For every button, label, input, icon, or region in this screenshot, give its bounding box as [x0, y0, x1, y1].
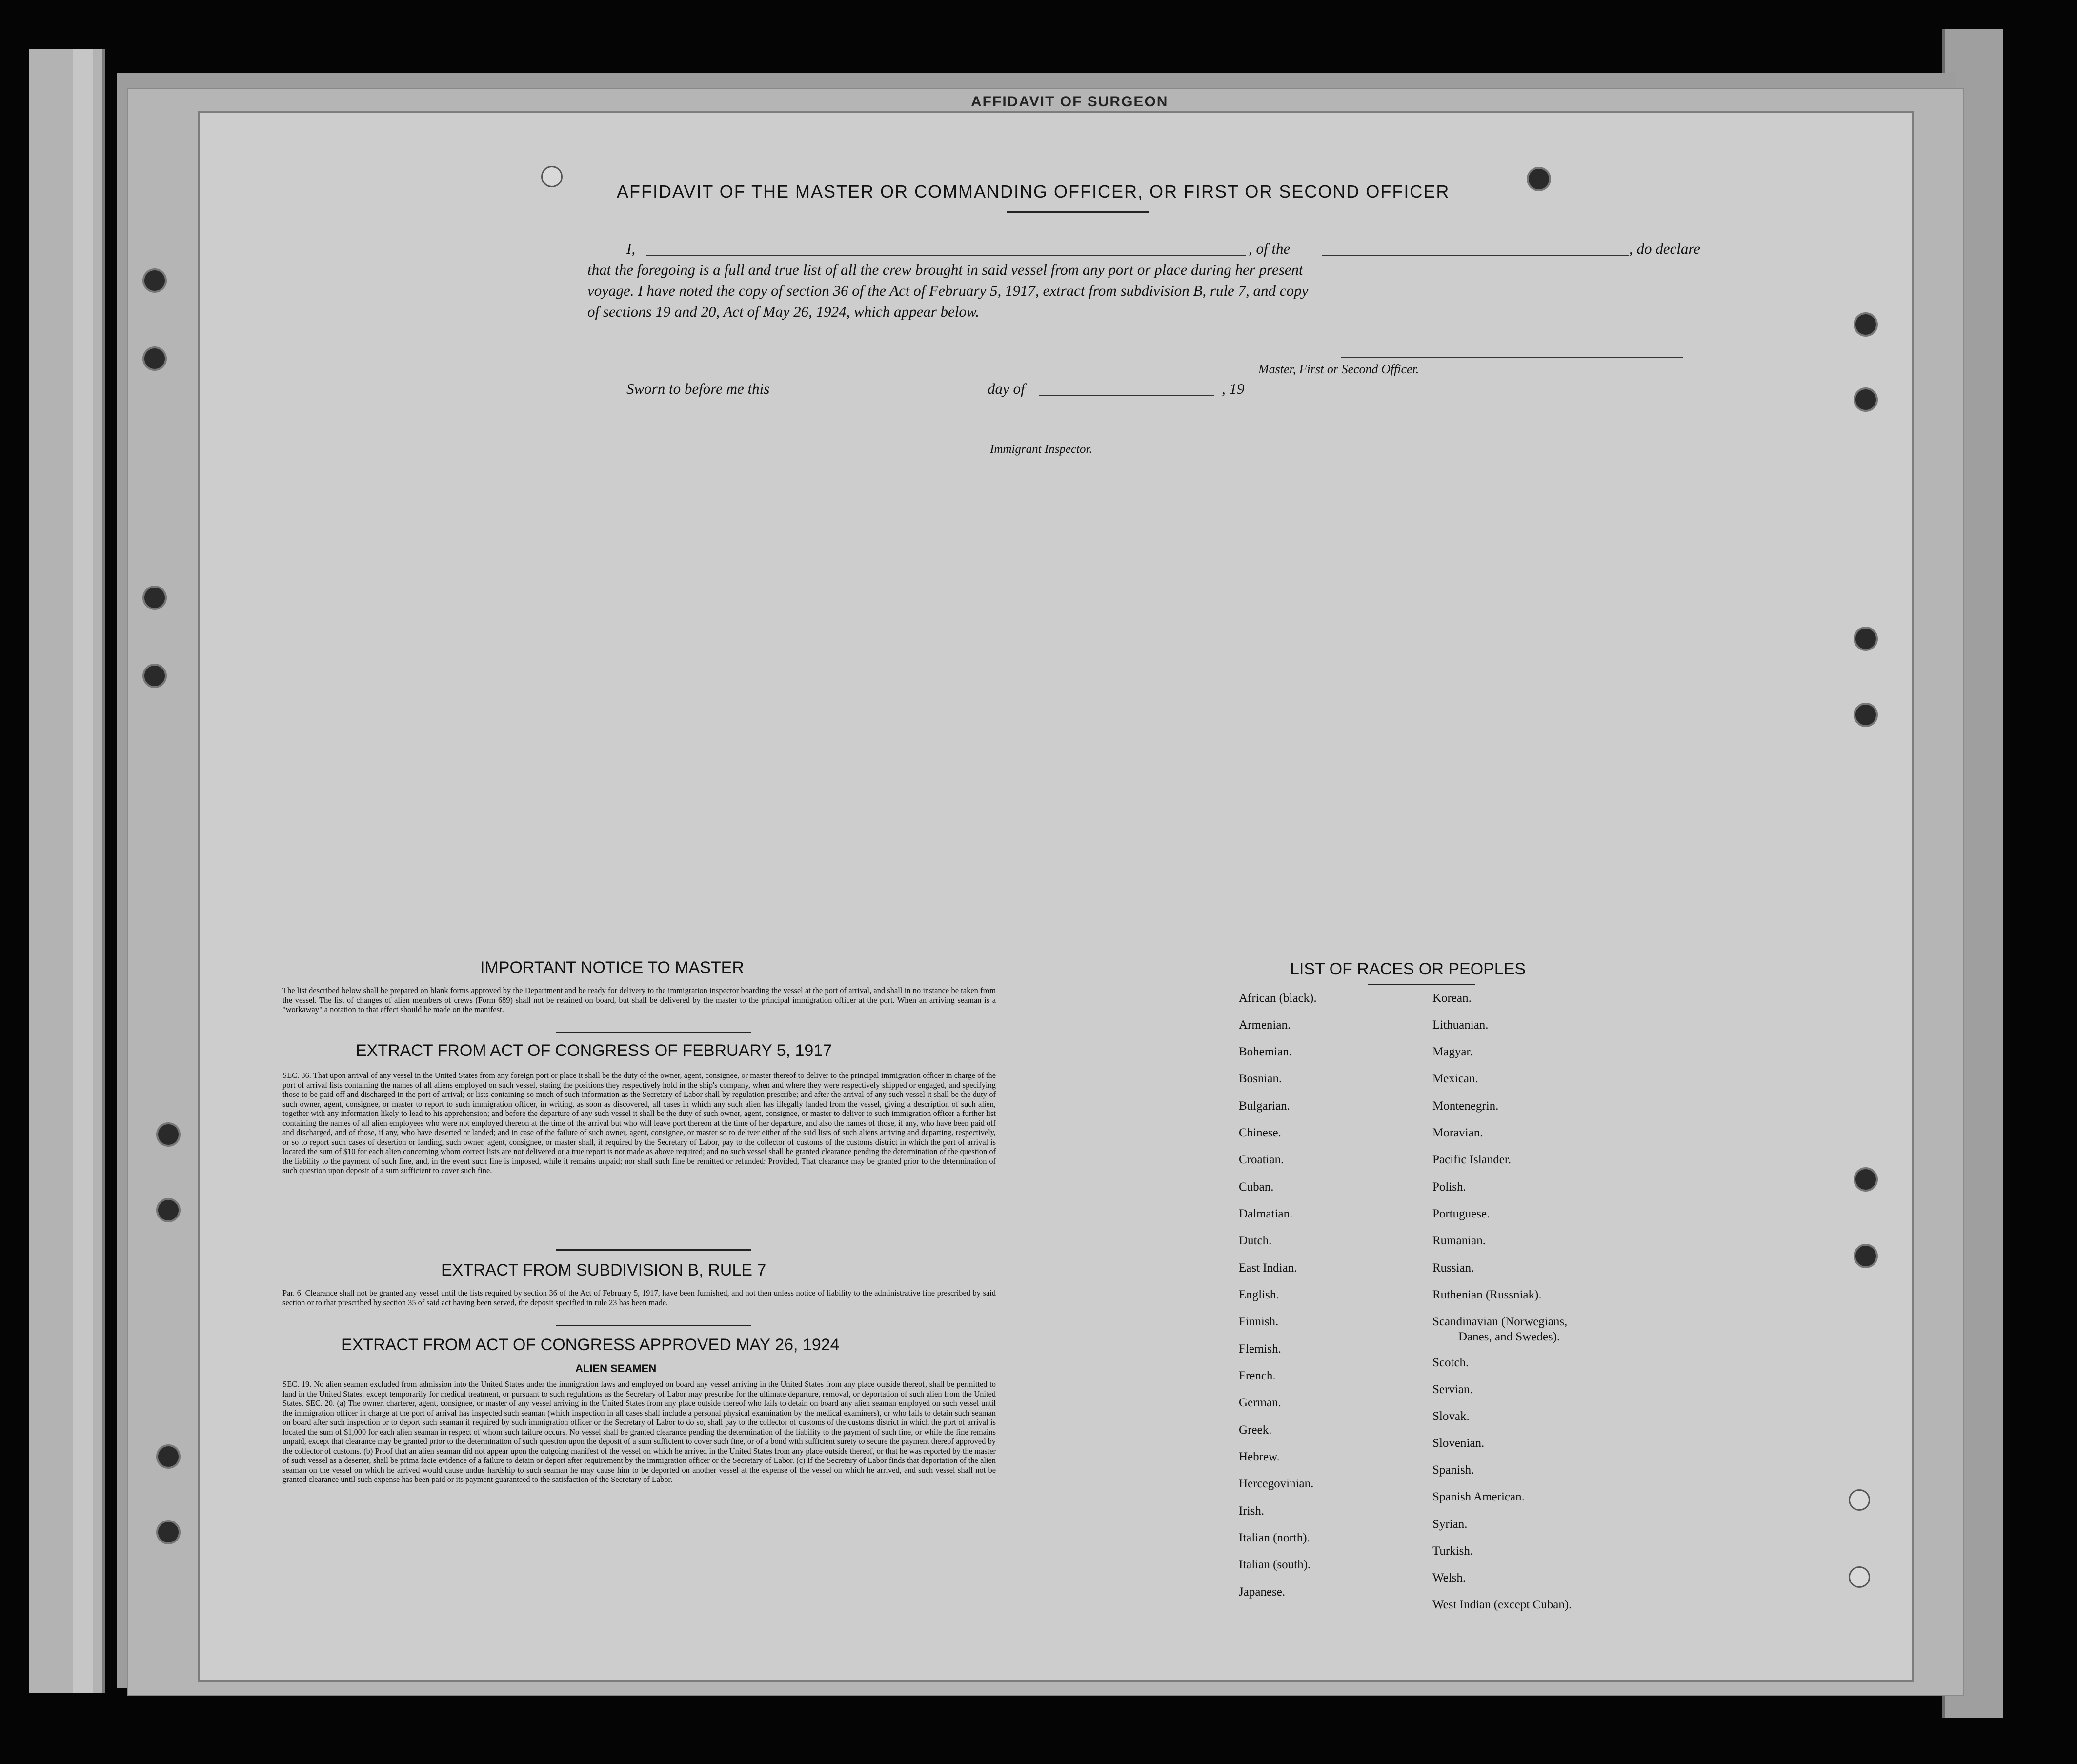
race-left: Croatian. — [1239, 1153, 1284, 1166]
punch-hole — [1854, 387, 1878, 412]
race-right: West Indian (except Cuban). — [1432, 1598, 1572, 1611]
affidavit-line-1-mid: , of the — [1249, 240, 1291, 257]
race-right: Mexican. — [1432, 1072, 1478, 1085]
affidavit-line-2: that the foregoing is a full and true list of all the crew brought in said vessel from any port or place during her present — [587, 261, 1303, 278]
day-of-label: day of — [988, 380, 1025, 397]
race-left: Chinese. — [1239, 1126, 1281, 1139]
punch-hole — [142, 268, 167, 293]
races-list-title: LIST OF RACES OR PEOPLES — [1290, 960, 1526, 978]
race-left: East Indian. — [1239, 1261, 1297, 1275]
rule7-title: EXTRACT FROM SUBDIVISION B, RULE 7 — [441, 1261, 766, 1279]
extract-1924-title: EXTRACT FROM ACT OF CONGRESS APPROVED MAY 26, 1924 — [341, 1336, 840, 1354]
race-left: Dalmatian. — [1239, 1207, 1293, 1220]
affidavit-title: AFFIDAVIT OF THE MASTER OR COMMANDING OFFICER, OR FIRST OR SECOND OFFICER — [617, 182, 1450, 202]
race-right: Portuguese. — [1432, 1207, 1490, 1220]
notice-title: IMPORTANT NOTICE TO MASTER — [480, 958, 744, 977]
section-divider — [556, 1249, 751, 1251]
races-title-underline — [1368, 984, 1475, 985]
race-right: Rumanian. — [1432, 1234, 1486, 1247]
race-left: Bohemian. — [1239, 1045, 1292, 1058]
race-right: Turkish. — [1432, 1544, 1473, 1558]
race-left: Japanese. — [1239, 1585, 1286, 1599]
punch-hole — [1854, 627, 1878, 651]
race-right: Danes, and Swedes). — [1458, 1330, 1560, 1343]
race-right: Polish. — [1432, 1180, 1466, 1194]
extract-1917-title: EXTRACT FROM ACT OF CONGRESS OF FEBRUARY 5, 1917 — [356, 1041, 832, 1060]
race-left: Bosnian. — [1239, 1072, 1282, 1085]
month-blank — [1039, 395, 1214, 396]
punch-hole — [156, 1122, 181, 1147]
race-left: Italian (north). — [1239, 1531, 1310, 1544]
affidavit-line-1-prefix: I, — [626, 240, 636, 257]
punch-hole — [156, 1444, 181, 1469]
race-right: Spanish. — [1432, 1463, 1474, 1477]
alien-seamen-subtitle: ALIEN SEAMEN — [575, 1362, 657, 1375]
race-right: Scandinavian (Norwegians, — [1432, 1315, 1568, 1328]
race-left: Cuban. — [1239, 1180, 1274, 1194]
punch-hole — [156, 1198, 181, 1222]
race-left: Greek. — [1239, 1423, 1272, 1437]
inspector-signature-label: Immigrant Inspector. — [990, 443, 1092, 456]
punch-hole — [142, 664, 167, 688]
race-right: Pacific Islander. — [1432, 1153, 1512, 1166]
race-left: Dutch. — [1239, 1234, 1272, 1247]
race-left: German. — [1239, 1396, 1281, 1409]
affidavit-line-1-suffix: , do declare — [1629, 240, 1701, 257]
race-right: Welsh. — [1432, 1571, 1466, 1584]
race-left: Italian (south). — [1239, 1558, 1311, 1571]
title-underline — [1007, 211, 1149, 213]
race-left: Bulgarian. — [1239, 1099, 1290, 1113]
race-right: Spanish American. — [1432, 1490, 1525, 1503]
punch-hole — [1854, 1167, 1878, 1192]
race-right: Korean. — [1432, 992, 1472, 1005]
name-blank — [646, 255, 1246, 256]
section-divider — [556, 1032, 751, 1033]
left-binding-edge — [73, 49, 93, 1693]
punch-hole — [1849, 1489, 1870, 1511]
race-right: Ruthenian (Russniak). — [1432, 1288, 1542, 1301]
rule7-body: Par. 6. Clearance shall not be granted any vessel until the lists required by section 36 of the Act of February 5, 1917, have been furnished, and not then unless notice of liability to the administrative fine prescribed by said section or to that prescribed by section 35 of said act having been served, the deposit specified in rule 23 has been made. — [282, 1288, 996, 1307]
punch-hole — [1854, 703, 1878, 727]
race-left: Irish. — [1239, 1504, 1265, 1518]
race-right: Montenegrin. — [1432, 1099, 1499, 1113]
surgeon-affidavit-label: AFFIDAVIT OF SURGEON — [971, 94, 1169, 110]
affidavit-line-3: voyage. I have noted the copy of section 36 of the Act of February 5, 1917, extract from subdivision B, rule 7, and copy — [587, 282, 1309, 299]
race-right: Moravian. — [1432, 1126, 1483, 1139]
race-left: Hercegovinian. — [1239, 1477, 1314, 1490]
section-divider — [556, 1325, 751, 1326]
race-left: Finnish. — [1239, 1315, 1279, 1328]
race-right: Syrian. — [1432, 1518, 1468, 1531]
extract-1924-body: SEC. 19. No alien seaman excluded from admission into the United States under the immigration laws and employed on board any vessel arriving in the United States from any place outside thereof, shall be permitted to land in the United States, except temporarily for medical treatment, or pursuant to such regulations as the Secretary of Labor may prescribe for the ultimate departure, removal, or deportation of such alien from the United States. SEC. 20. (a) The owner, charterer, agent, consignee, or master of any vessel arriving in the United States from any place outside thereof who fails to detain on board any alien seaman employed on such vessel until the immigration officer in charge at the port of arrival has inspected such seaman (which inspection in all cases shall include a personal physical examination by the medical examiners), or who fails to detain such seaman on board after such inspection or to deport such seaman if required by such immigration officer or the Secretary of Labor to do so, shall pay to the collector of customs of the customs district in which the port of arrival is located the sum of $1,000 for each alien seaman in respect of whom such failure occurs. No vessel shall be granted clearance pending the determination of the liability to the payment of such fine, or while the fine remains unpaid, except that clearance may be granted prior to the determination of such question upon the deposit of a sum sufficient to cover such fine, or of a bond with sufficient surety to secure the payment thereof approved by the collector of customs. (b) Proof that an alien seaman did not appear upon the outgoing manifest of the vessel on which he arrived in the United States from any place outside thereof, or that he was reported by the master of such vessel as a deserter, shall be prima facie evidence of a failure to detain or deport after requirement by the immigration officer or the Secretary of Labor. (c) If the Secretary of Labor finds that deportation of the alien seaman on the vessel on which he arrived would cause undue hardship to such seaman he may cause him to be deported on another vessel at the expense of the vessel on which he arrived, and such vessel shall not be granted clearance until such expense has been paid or its payment guaranteed to the satisfaction of the Secretary of Labor. — [282, 1379, 996, 1484]
race-left: Armenian. — [1239, 1018, 1291, 1032]
race-left: French. — [1239, 1369, 1276, 1382]
master-signature-line — [1341, 357, 1683, 358]
punch-hole — [1854, 1244, 1878, 1268]
punch-hole — [541, 166, 563, 187]
race-right: Lithuanian. — [1432, 1018, 1489, 1032]
punch-hole — [142, 586, 167, 610]
race-left: African (black). — [1239, 992, 1317, 1005]
punch-hole — [1849, 1566, 1870, 1588]
race-right: Scotch. — [1432, 1356, 1469, 1369]
punch-hole — [156, 1520, 181, 1544]
year-label: , 19 — [1222, 380, 1245, 397]
master-signature-label: Master, First or Second Officer. — [1258, 362, 1419, 376]
race-right: Magyar. — [1432, 1045, 1473, 1058]
left-binding — [29, 49, 105, 1693]
punch-hole — [142, 346, 167, 371]
race-right: Slovak. — [1432, 1410, 1470, 1423]
crew-list-form — [198, 111, 1914, 1682]
race-left: English. — [1239, 1288, 1279, 1301]
race-left: Hebrew. — [1239, 1450, 1280, 1463]
punch-hole — [1854, 312, 1878, 337]
notice-body: The list described below shall be prepared on blank forms approved by the Department and be ready for delivery to the immigration inspector boarding the vessel at the port of arrival, and shall in no instance be taken from the vessel. The list of changes of alien members of crews (Form 689) shall not be retained on board, but shall be delivered by the master to the principal immigration officer at the port. When an arriving seaman is a "workaway" a notation to that effect should be made on the manifest. — [282, 986, 996, 1014]
extract-1917-body: SEC. 36. That upon arrival of any vessel in the United States from any foreign port or place it shall be the duty of the owner, agent, consignee, or master thereof to deliver to the principal immigration officer in charge of the port of arrival lists containing the names of all aliens employed on such vessel, stating the positions they respectively hold in the ship's company, when and where they were respectively shipped or engaged, and specifying those to be paid off and discharged in the port of arrival; or lists containing so much of such information as the Secretary of Labor shall by regulation prescribe; and after the arrival of any such vessel it shall be the duty of such owner, agent, consignee, or master to report to such immigration officer, in writing, as soon as discovered, all cases in which any such alien has illegally landed from the vessel, giving a description of such alien, together with any information likely to lead to his apprehension; and before the departure of any such vessel it shall be the duty of such owner, agent, consignee, or master to deliver to such immigration officer a further list containing the names of all alien employees who were not employed thereon at the time of the arrival but who will leave port thereon at the time of her departure, and also the names of those, if any, who have been paid off and discharged, and of those, if any, who have deserted or landed; and in case of the failure of such owner, agent, consignee, or master so to deliver either of the said lists of such aliens arriving and departing, respectively, or so to report such cases of desertion or landing, such owner, agent, consignee, or master shall, if required by the Secretary of Labor, pay to the collector of customs of the customs district in which the port of arrival is located the sum of $10 for each alien concerning whom correct lists are not delivered or a true report is not made as above required; and no such vessel shall be granted clearance pending the determination of the question of the liability to the payment of such fine, and, in the event such fine is imposed, while it remains unpaid; nor shall such fine be remitted or refunded: Provided, That clearance may be granted prior to the determination of such question upon deposit of a sum sufficient to cover such fine. — [282, 1071, 996, 1175]
race-right: Slovenian. — [1432, 1437, 1485, 1450]
race-right: Russian. — [1432, 1261, 1474, 1275]
race-right: Servian. — [1432, 1383, 1473, 1396]
vessel-blank — [1322, 255, 1629, 256]
affidavit-line-4: of sections 19 and 20, Act of May 26, 1924, which appear below. — [587, 303, 980, 320]
race-left: Flemish. — [1239, 1342, 1281, 1356]
sworn-label: Sworn to before me this — [626, 380, 770, 397]
